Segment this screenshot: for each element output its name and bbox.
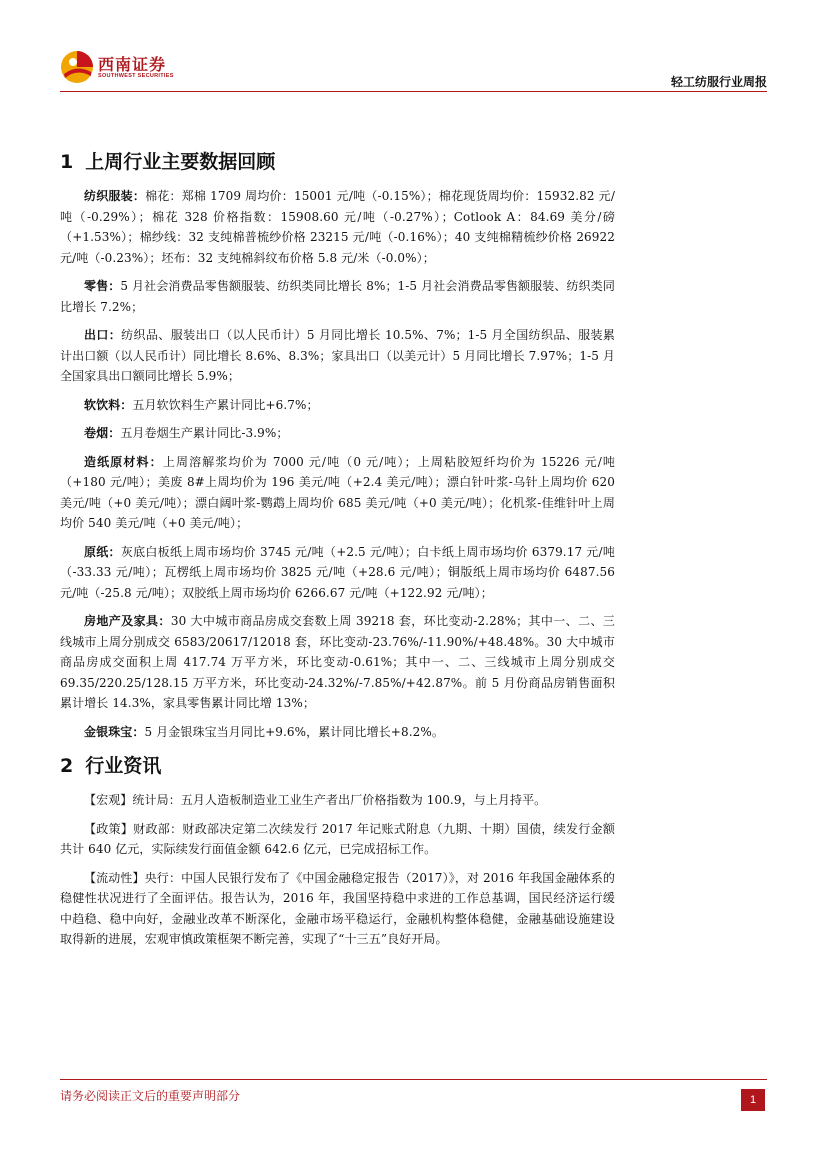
paragraph-label: 【政策】 [84, 821, 134, 836]
paragraph-label: 金银珠宝： [84, 724, 145, 739]
paragraph-text: 棉花：郑棉 1709 周均价：15001 元/吨（-0.15%）；棉花现货周均价：15932.82 元/吨（-0.29%）；棉花 328 价格指数：15908.60 元/吨（-0.27%）；Cotlook A：84.69 美分/磅（+1.53%）；棉纱线：32 支纯棉普梳纱价格 23215 元/吨（-0.16%）；40 支纯棉精梳纱价格 26922 元/吨（-0.23%）；坯布：32 支纯棉斜纹布价格 5.8 元/米（-0.0%）； [60, 189, 615, 265]
header-divider [60, 91, 767, 92]
paragraph-jewelry [60, 722, 615, 743]
paragraph-text: 五月软饮料生产累计同比+6.7%； [132, 397, 319, 412]
report-title: 轻工纺服行业周报 [670, 75, 767, 89]
logo-english-name: SOUTHWEST SECURITIES [98, 73, 174, 79]
paragraph-text: 统计局：五月人造板制造业工业生产者出厂价格指数为 100.9，与上月持平。 [132, 793, 547, 807]
paragraph-text: 五月卷烟生产累计同比-3.9%； [120, 426, 289, 440]
paragraph-text: 5 月社会消费品零售额服装、纺织类同比增长 8%；1-5 月社会消费品零售额服装、纺织类同比增长 7.2%； [60, 279, 615, 314]
paragraph-text: 央行：中国人民银行发布了《中国金融稳定报告（2017）》，对 2016 年我国金融体系的稳健性状况进行了全面评估。报告认为，2016 年，我国坚持稳中求进的工作总基调，国民经济运行缓中趋稳、稳中向好，金融业改革不断深化，金融市场平稳运行，金融机构整体稳健，金融基础设施建设取得新的进展，宏观审慎政策框架不断完善，实现了“十三五”良好开局。 [60, 870, 615, 946]
section-number: 1 [60, 151, 74, 173]
section-heading-1 [60, 148, 615, 176]
footer-disclaimer: 请务必阅读正文后的重要声明部分 [60, 1089, 241, 1103]
paragraph-label: 原纸： [84, 544, 121, 559]
paragraph-text: 30 大中城市商品房成交套数上周 39218 套，环比变动-2.28%；其中一、二、三线城市上周分别成交 6583/20617/12018 套，环比变动-23.76%/-11.90%/+48.48%。30 大中城市商品房成交面积上周 417.74 万平方米，环比变动-0.61%；其中一、二、三线城市上周分别成交 69.35/220.25/128.15 万平方米，环比变动-24.32%/-7.85%/+42.87%。前 5 月份商品房销售面积累计增长 14.3%，家具零售累计同比增 13%； [60, 614, 615, 710]
paragraph-text: 5 月金银珠宝当月同比+9.6%，累计同比增长+8.2%。 [144, 724, 444, 739]
paragraph-label: 【宏观】 [84, 793, 133, 807]
paragraph-real-estate [60, 611, 615, 714]
paragraph-base-paper [60, 542, 615, 604]
paragraph-retail [60, 276, 615, 317]
paragraph-text: 上周溶解浆均价为 7000 元/吨（0 元/吨）；上周粘胶短纤均价为 15226 元/吨（+180 元/吨）；美废 8#上周均价为 196 美元/吨（+2.4 美元/吨）；漂白针叶浆-乌针上周均价 620 美元/吨（+0 美元/吨）；漂白阔叶浆-鹦鹉上周均价 685 美元/吨（+0 美元/吨）；化机浆-佳维针叶上周均价 540 美元/吨（+0 美元/吨）； [60, 454, 615, 530]
section-title: 行业资讯 [85, 755, 162, 777]
paragraph-label: 软饮料： [84, 397, 133, 412]
paragraph-soft-drinks [60, 395, 615, 416]
paragraph-textile [60, 186, 615, 268]
footer-divider [60, 1079, 767, 1080]
paragraph-label: 零售： [84, 279, 121, 293]
report-body [60, 148, 615, 958]
company-logo [60, 48, 174, 88]
paragraph-label: 造纸原材料： [84, 454, 163, 469]
paragraph-label: 【流动性】 [84, 870, 145, 885]
paragraph-tobacco [60, 423, 615, 444]
paragraph-text: 纺织品、服装出口（以人民币计）5 月同比增长 10.5%、7%；1-5 月全国纺织品、服装累计出口额（以人民币计）同比增长 8.6%、8.3%；家具出口（以美元计）5 月同比增长 7.97%；1-5 月全国家具出口额同比增长 5.9%； [60, 328, 615, 383]
section-title: 上周行业主要数据回顾 [85, 151, 276, 173]
logo-emblem-icon [60, 50, 94, 84]
paragraph-text: 灰底白板纸上周市场均价 3745 元/吨（+2.5 元/吨）；白卡纸上周市场均价 6379.17 元/吨（-33.33 元/吨）；瓦楞纸上周市场均价 3825 元/吨（+28.6 元/吨）；铜版纸上周市场均价 6487.56 元/吨（-25.8 元/吨）；双胶纸上周市场均价 6266.67 元/吨（+122.92 元/吨）； [60, 544, 615, 600]
section-heading-2 [60, 752, 615, 780]
paragraph-label: 出口： [84, 328, 122, 342]
page-number: 1 [741, 1089, 765, 1111]
logo-chinese-name: 西南证券 [98, 55, 167, 74]
paragraph-macro [60, 790, 615, 811]
paragraph-liquidity [60, 868, 615, 950]
paragraph-label: 卷烟： [84, 426, 121, 440]
paragraph-label: 纺织服装： [84, 189, 146, 203]
paragraph-label: 房地产及家具： [84, 614, 171, 628]
paragraph-policy [60, 819, 615, 860]
section-number: 2 [60, 755, 74, 777]
paragraph-paper-materials [60, 452, 615, 534]
paragraph-text: 财政部：财政部决定第二次续发行 2017 年记账式附息（九期、十期）国债，续发行金额共计 640 亿元，实际续发行面值金额 642.6 亿元，已完成招标工作。 [60, 821, 615, 856]
page-header [0, 0, 827, 100]
paragraph-export [60, 325, 615, 387]
